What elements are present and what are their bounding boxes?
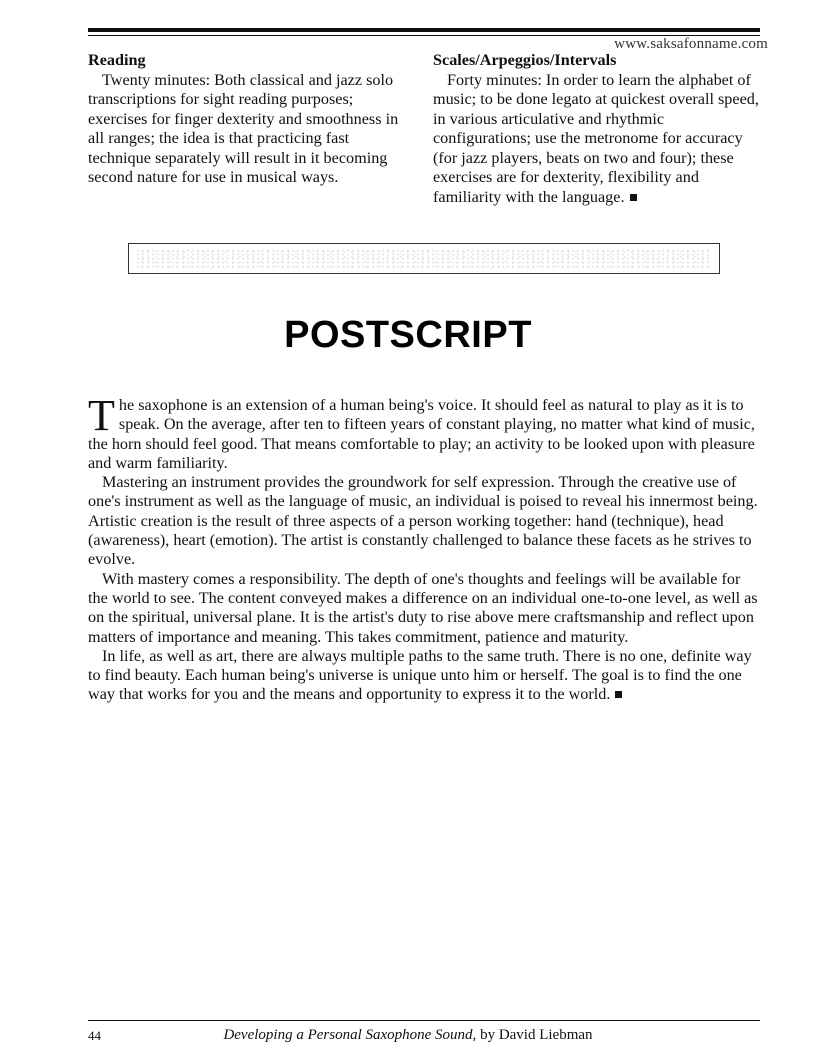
postscript-paragraph-1 [88, 391, 760, 473]
drop-cap: T [88, 391, 115, 440]
postscript-paragraph-2: Mastering an instrument provides the groundwork for self expression. Through the creative use of one's instrument as well as the language of music, an individual is poised to reveal his innermost being. Artistic creation is the result of three aspects of a person working together: hand (technique), head (awareness), heart (emotion). The artist is constantly challenged to balance these facets as he strives to evolve. [88, 473, 758, 569]
scales-section [433, 51, 766, 207]
scales-text: Forty minutes: In order to learn the alphabet of music; to be done legato at quickest overall speed, in various articulative and rhythmic configurations; use the metronome for accuracy (for jazz players, beats on two and four); these exercises are for dexterity, flexibility and familiarity with the language. [433, 70, 759, 206]
byline: by David Liebman [480, 1027, 593, 1043]
paragraph-1-text: he saxophone is an extension of a human being's voice. It should feel as natural to play as it is to speak. On the average, after ten to fifteen years of constant playing, no matter what kind of music, the horn should feel good. That means comfortable to play; an activity to be looked upon with pleasure and warm familiarity. [88, 396, 755, 472]
top-rule [88, 28, 760, 32]
end-mark-icon [630, 194, 637, 201]
paragraph-4-text: In life, as well as art, there are always multiple paths to the same truth. There is no one, definite way to find beauty. Each human being's universe is unique unto him or herself. The goal is to find the one way that works for you and the means and opportunity to express it to the world. [88, 646, 752, 704]
decorative-banner [128, 243, 720, 274]
scales-paragraph [433, 71, 766, 208]
postscript-title: POSTSCRIPT [284, 314, 532, 356]
watermark-text: www.saksafonname.com [614, 36, 768, 52]
reading-section [88, 51, 406, 188]
reading-heading: Reading [88, 51, 146, 69]
footer-credit [0, 1027, 816, 1044]
postscript-body [88, 391, 760, 705]
postscript-paragraph-3: With mastery comes a responsibility. The depth of one's thoughts and feelings will be available for the world to see. The content conveyed makes a difference on an individual one-to-one level, as well as on the spiritual, universal plane. It is the artist's duty to rise above mere craftsmanship and reflect upon matters of importance and meaning. This takes commitment, patience and maturity. [88, 569, 758, 646]
reading-paragraph: Twenty minutes: Both classical and jazz solo transcriptions for sight reading purposes; exercises for finger dexterity and smoothness in all ranges; the idea is that practicing fast technique separately will result in it becoming second nature for use in musical ways. [88, 70, 399, 186]
banner-texture [137, 249, 709, 269]
end-mark-icon [615, 691, 622, 698]
page-number: 44 [88, 1028, 101, 1043]
bottom-rule [88, 1020, 760, 1021]
scales-heading: Scales/Arpeggios/Intervals [433, 51, 617, 69]
postscript-paragraph-4 [88, 647, 760, 705]
book-title: Developing a Personal Saxophone Sound, [223, 1027, 477, 1043]
